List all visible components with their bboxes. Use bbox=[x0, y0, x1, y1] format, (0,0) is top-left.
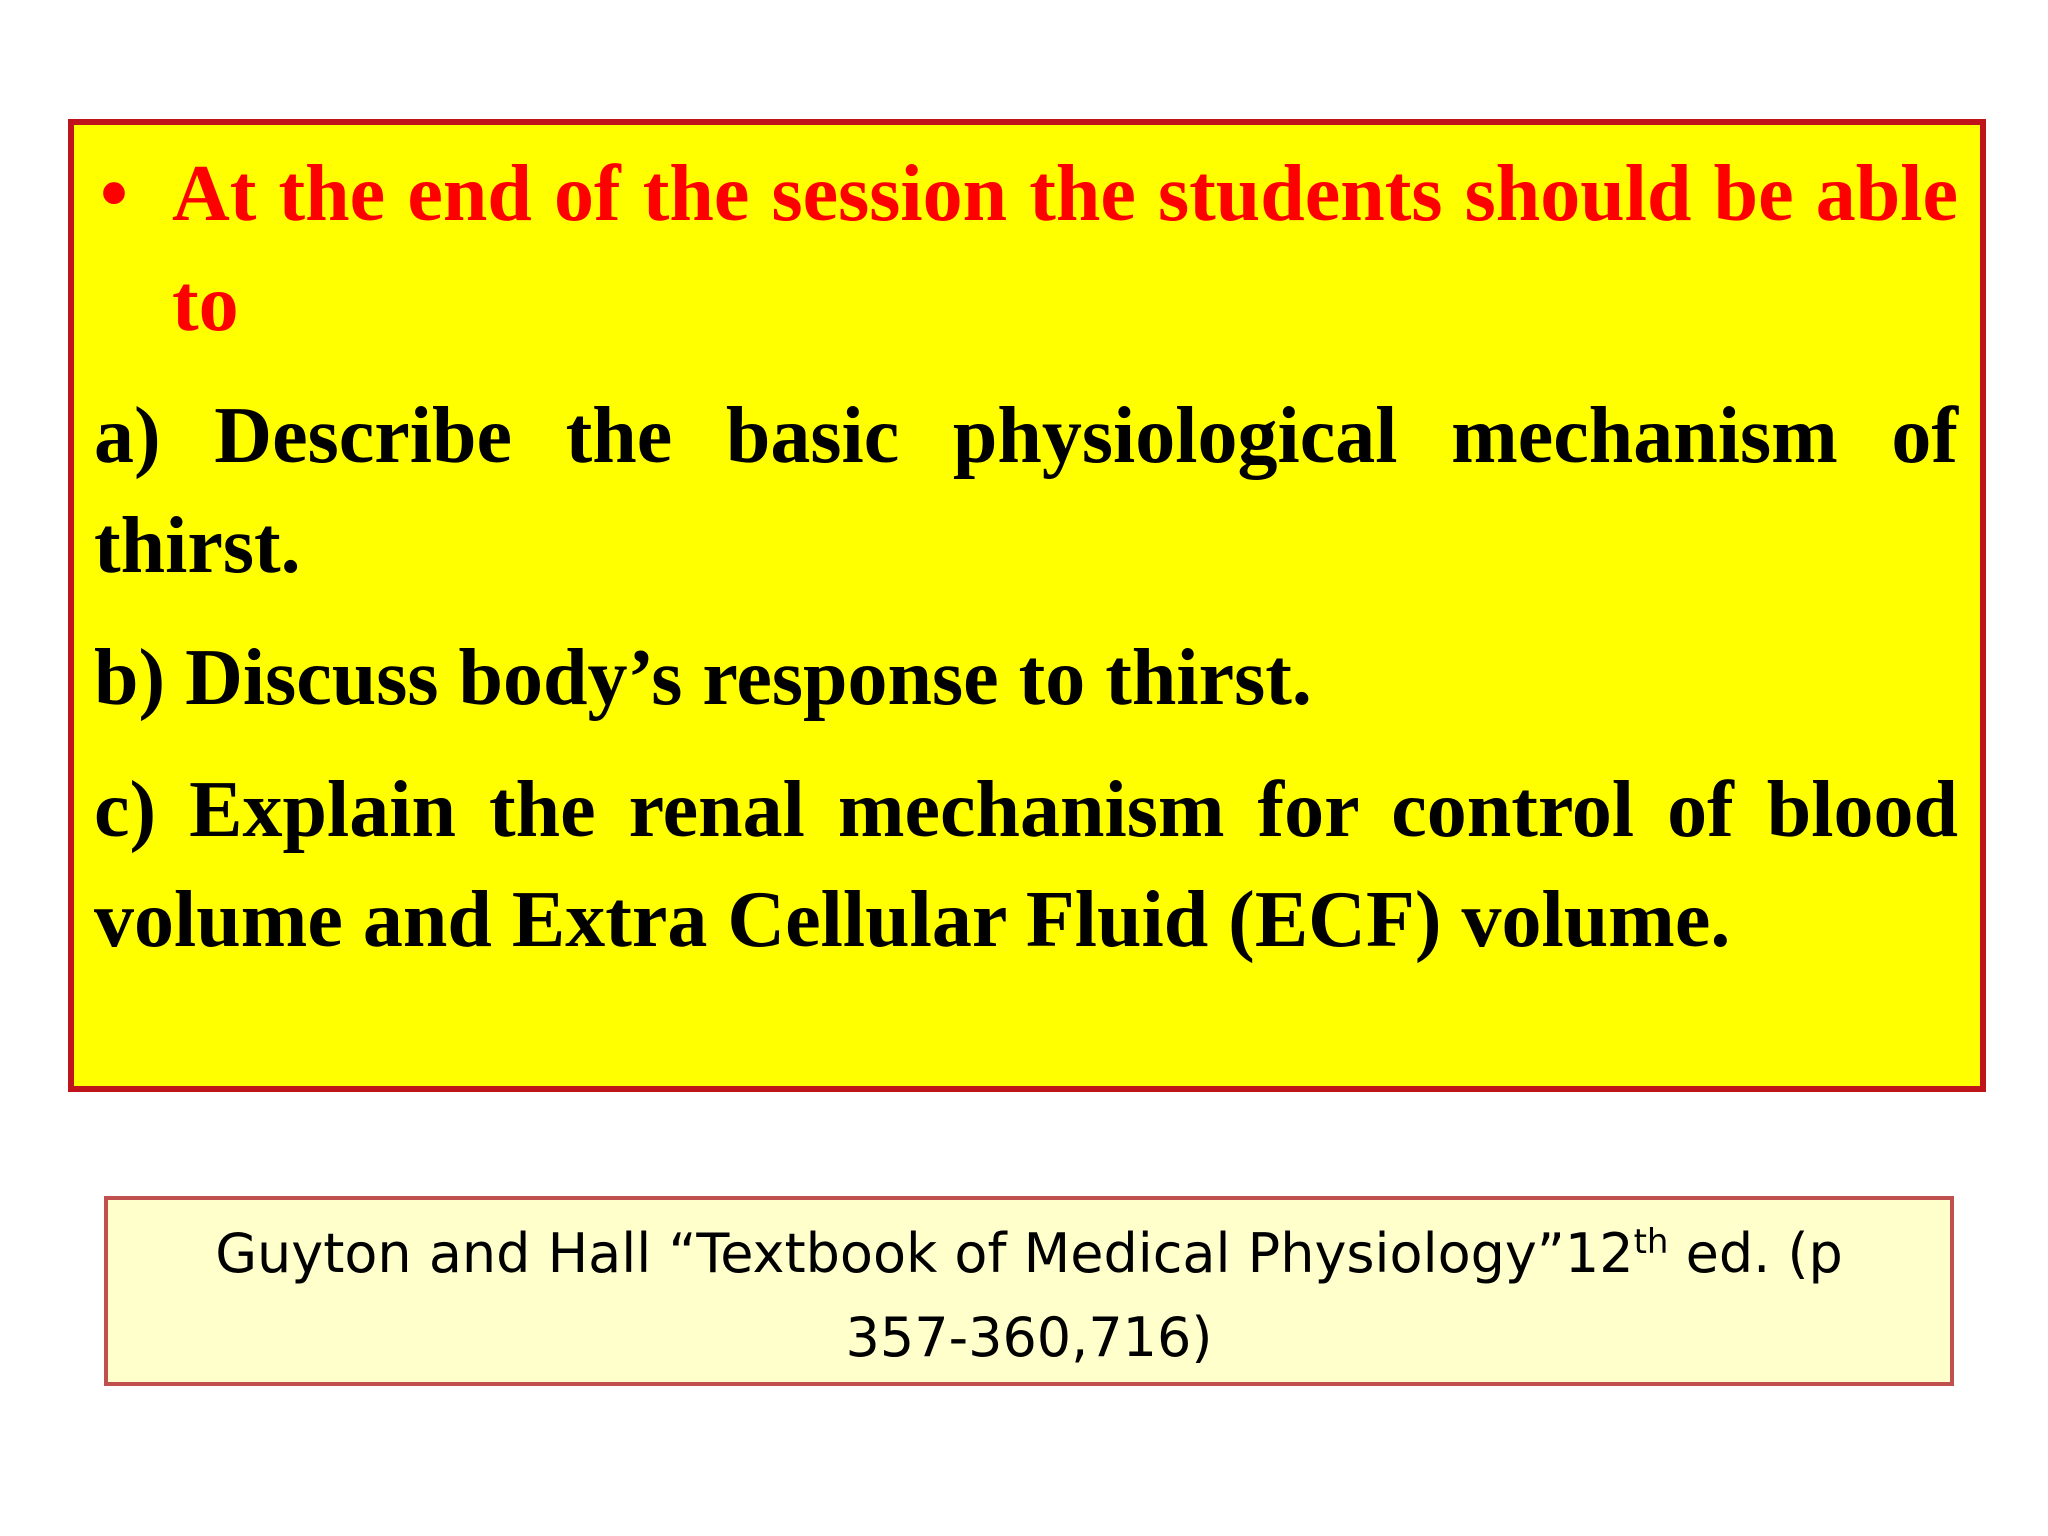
objective-item-b: b) Discuss body’s response to thirst. bbox=[94, 634, 1312, 722]
reference-superscript: th bbox=[1633, 1222, 1669, 1262]
objectives-intro bbox=[94, 139, 1958, 359]
objectives-intro-text: At the end of the session the students should be able to bbox=[172, 150, 1958, 348]
reference-pages: ed. (p 357-360,716) bbox=[845, 1222, 1843, 1369]
learning-objectives-box bbox=[68, 119, 1986, 1092]
reference-text: Guyton and Hall “Textbook of Medical Physiology”12 bbox=[215, 1222, 1634, 1285]
objective-item-c: c) Explain the renal mechanism for control of blood volume and Extra Cellular Fluid (ECF) volume. bbox=[94, 766, 1958, 964]
objective-item-a: a) Describe the basic physiological mechanism of thirst. bbox=[94, 392, 1958, 590]
bullet-icon: • bbox=[100, 150, 129, 238]
reference-box bbox=[104, 1196, 1954, 1386]
